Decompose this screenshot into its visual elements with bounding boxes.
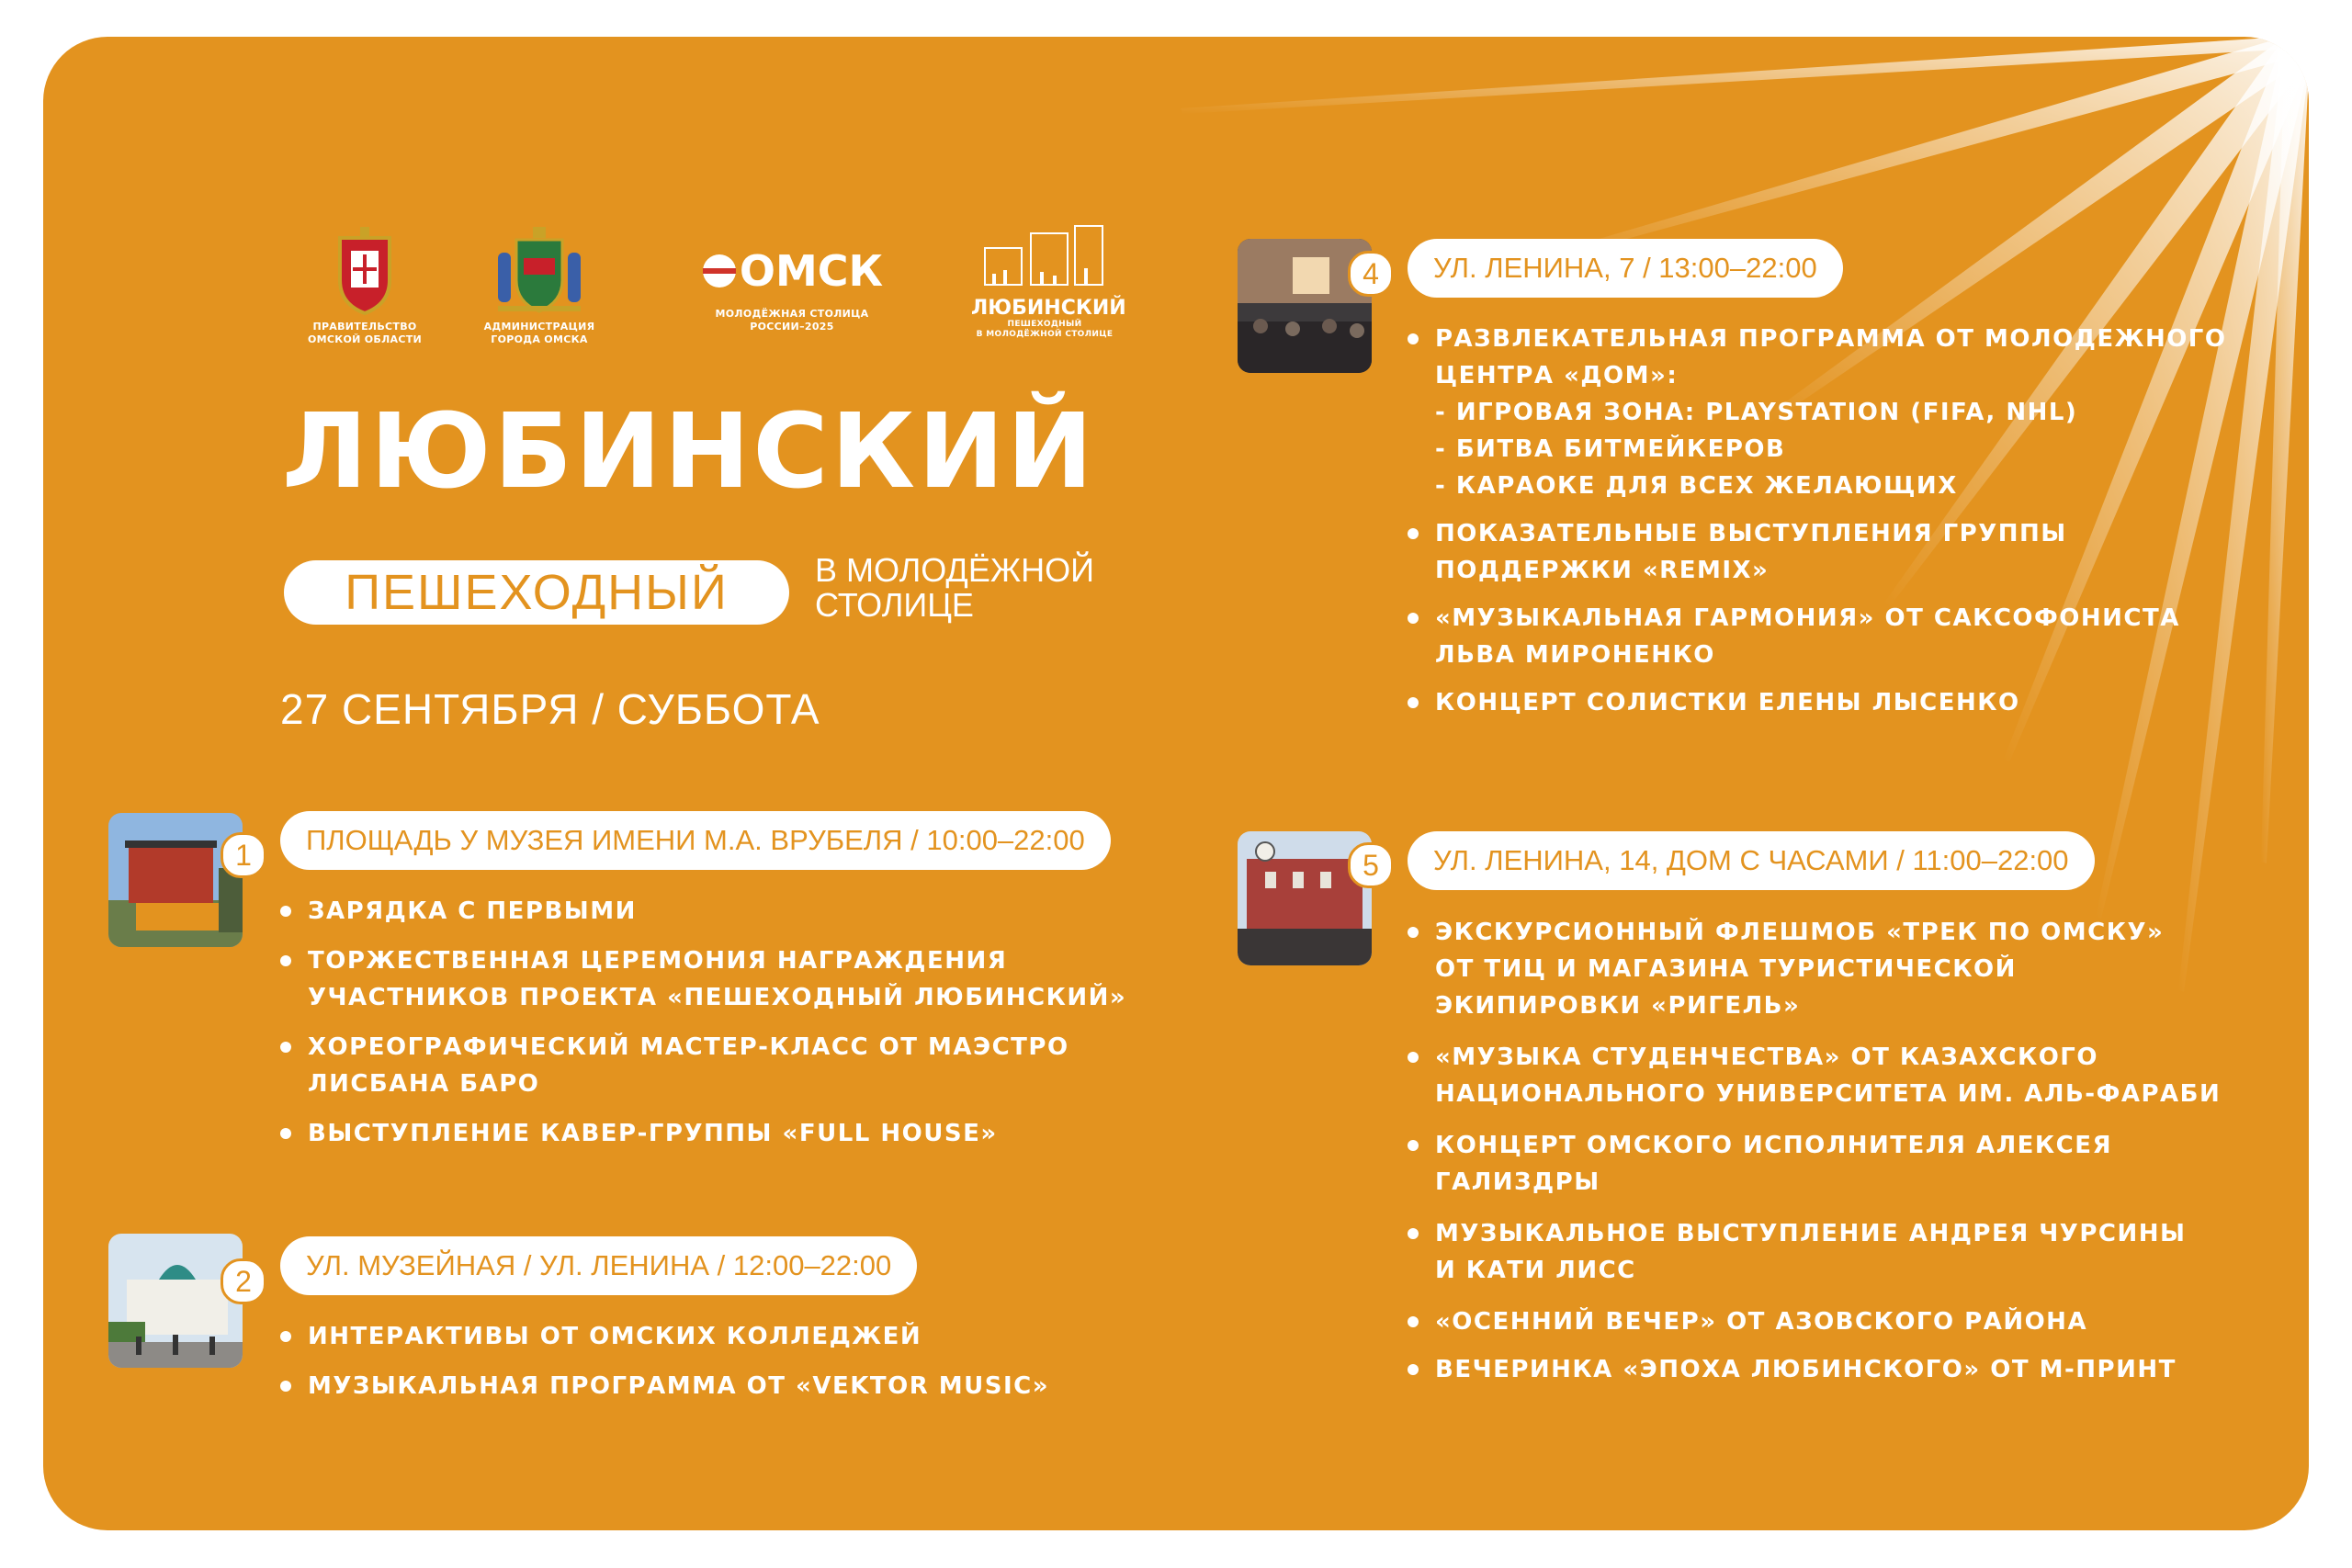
bullet-icon [280,906,291,917]
item-line: ПОКАЗАТЕЛЬНЫЕ ВЫСТУПЛЕНИЯ ГРУППЫ [1435,520,2067,547]
list-item [280,942,1153,1016]
location-1-title: ПЛОЩАДЬ У МУЗЕЯ ИМЕНИ М.А. ВРУБЕЛЯ / 10:00–22:00 [280,811,1111,870]
list-item [1408,600,2290,673]
bullet-icon [1408,1316,1419,1327]
page-title: ЛЮБИНСКИЙ [282,392,1096,512]
location-2-number: 2 [220,1258,266,1304]
bullet-icon [1408,528,1419,539]
item-line: ВЫСТУПЛЕНИЕ КАВЕР-ГРУППЫ «FULL HOUSE» [308,1120,998,1147]
item-line: РАЗВЛЕКАТЕЛЬНАЯ ПРОГРАММА ОТ МОЛОДЕЖНОГО [1435,325,2227,353]
list-item [280,1029,1153,1102]
logo-caption-line: АДМИНИСТРАЦИЯ [483,321,595,333]
location-2-list [280,1318,1153,1417]
logo-wordmark: ЛЮБИНСКИЙ [971,297,1126,320]
list-item [280,1368,1153,1404]
omsk-youth-capital-logo [701,253,738,289]
logo-caption-line: ГОРОДА ОМСКА [491,333,588,345]
list-item [1408,321,2290,504]
location-5-list [1408,914,2290,1401]
bullet-icon [1408,333,1419,344]
list-item [1408,1215,2290,1289]
stage-photo [108,813,243,947]
item-line: ГАЛИЗДРЫ [1435,1168,1600,1196]
location-1-number: 1 [220,832,266,878]
omsk-wordmark: ОМСК [739,246,884,296]
location-5-title: УЛ. ЛЕНИНА, 14, ДОМ С ЧАСАМИ / 11:00–22:00 [1408,831,2095,890]
location-1-photo [108,813,243,947]
museum-building-photo [108,1234,243,1368]
logo-caption-line: ПРАВИТЕЛЬСТВО [312,321,417,333]
omsk-region-coat-of-arms-icon [333,225,397,317]
bullet-icon [280,955,291,966]
list-item [1408,1303,2290,1340]
list-item [1408,1039,2290,1112]
location-2-title: УЛ. МУЗЕЙНАЯ / УЛ. ЛЕНИНА / 12:00–22:00 [280,1236,917,1295]
location-1-list [280,893,1153,1165]
logo-pedestrian-lyubinsky [971,220,1126,340]
item-line: ЗАРЯДКА С ПЕРВЫМИ [308,897,637,925]
item-line: - КАРАОКЕ ДЛЯ ВСЕХ ЖЕЛАЮЩИХ [1435,472,1958,500]
bullet-icon [280,1128,291,1139]
item-line: ВЕЧЕРИНКА «ЭПОХА ЛЮБИНСКОГО» ОТ М-ПРИНТ [1435,1356,2177,1383]
list-item [280,1115,1153,1152]
omsk-city-coat-of-arms-icon [489,225,590,317]
item-line: ХОРЕОГРАФИЧЕСКИЙ МАСТЕР-КЛАСС ОТ МАЭСТРО [308,1033,1069,1061]
item-line: «МУЗЫКАЛЬНАЯ ГАРМОНИЯ» ОТ САКСОФОНИСТА [1435,604,2180,632]
location-4-number: 4 [1348,251,1394,297]
logo-omsk-youth-capital [700,243,884,333]
logo-omsk-region [291,225,438,346]
bullet-icon [1408,1140,1419,1151]
list-item [280,1318,1153,1355]
bullet-icon [280,1331,291,1342]
list-item [1408,1127,2290,1201]
item-line: ЦЕНТРА «ДОМ»: [1435,362,1679,389]
subtitle-line: В МОЛОДЁЖНОЙ [815,551,1094,589]
item-line: МУЗЫКАЛЬНОЕ ВЫСТУПЛЕНИЕ АНДРЕЯ ЧУРСИНЫ [1435,1220,2187,1247]
event-poster [43,37,2309,1530]
item-line: - БИТВА БИТМЕЙКЕРОВ [1435,435,1786,463]
item-line: ТОРЖЕСТВЕННАЯ ЦЕРЕМОНИЯ НАГРАЖДЕНИЯ [308,947,1008,975]
subtitle [815,553,1094,623]
item-line: ПОДДЕРЖКИ «REMIX» [1435,557,1770,584]
title-pill: ПЕШЕХОДНЫЙ [284,560,789,625]
item-line: КОНЦЕРТ СОЛИСТКИ ЕЛЕНЫ ЛЫСЕНКО [1435,689,2020,716]
logo-caption-line: РОССИИ–2025 [750,321,834,333]
logo-caption-line: ОМСКОЙ ОБЛАСТИ [307,333,423,345]
location-2-photo [108,1234,243,1368]
item-line: МУЗЫКАЛЬНАЯ ПРОГРАММА ОТ «VEKTOR MUSIC» [308,1372,1050,1400]
bullet-icon [1408,1228,1419,1239]
subtitle-line: СТОЛИЦЕ [815,586,974,624]
location-5-number: 5 [1348,842,1394,888]
list-item [1408,515,2290,589]
item-line: «ОСЕННИЙ ВЕЧЕР» ОТ АЗОВСКОГО РАЙОНА [1435,1308,2088,1336]
logo-caption-line: В МОЛОДЁЖНОЙ СТОЛИЦЕ [976,330,1114,339]
event-date: 27 СЕНТЯБРЯ / СУББОТА [280,685,820,733]
bullet-icon [280,1381,291,1392]
bullet-icon [280,1042,291,1053]
location-4-title: УЛ. ЛЕНИНА, 7 / 13:00–22:00 [1408,239,1843,298]
bullet-icon [1408,697,1419,708]
list-item [1408,1351,2290,1388]
logo-caption-line: МОЛОДЁЖНАЯ СТОЛИЦА [715,308,869,320]
item-line: ЛИСБАНА БАРО [308,1070,540,1098]
logo-caption-line: ПЕШЕХОДНЫЙ [1007,320,1082,329]
item-line: ЛЬВА МИРОНЕНКО [1435,641,1715,669]
item-line: ЭКИПИРОВКИ «РИГЕЛЬ» [1435,992,1801,1020]
item-line: ИНТЕРАКТИВЫ ОТ ОМСКИХ КОЛЛЕДЖЕЙ [308,1323,922,1350]
pedestrian-lyubinsky-logo [976,220,1114,294]
bullet-icon [1408,927,1419,938]
item-line: УЧАСТНИКОВ ПРОЕКТА «ПЕШЕХОДНЫЙ ЛЮБИНСКИЙ» [308,984,1127,1011]
list-item [1408,684,2290,721]
item-line: КОНЦЕРТ ОМСКОГО ИСПОЛНИТЕЛЯ АЛЕКСЕЯ [1435,1132,2113,1159]
logo-omsk-city [461,225,617,346]
list-item [280,893,1153,930]
item-line: ЭКСКУРСИОННЫЙ ФЛЕШМОБ «ТРЕК ПО ОМСКУ» [1435,919,2165,946]
bullet-icon [1408,1364,1419,1375]
item-line: И КАТИ ЛИСС [1435,1257,1636,1284]
item-line: НАЦИОНАЛЬНОГО УНИВЕРСИТЕТА ИМ. АЛЬ-ФАРАБИ [1435,1080,2222,1108]
bullet-icon [1408,1052,1419,1063]
item-line: «МУЗЫКА СТУДЕНЧЕСТВА» ОТ КАЗАХСКОГО [1435,1043,2098,1071]
bullet-icon [1408,613,1419,624]
list-item [1408,914,2290,1024]
item-line: ОТ ТИЦ И МАГАЗИНА ТУРИСТИЧЕСКОЙ [1435,955,2017,983]
location-4-list [1408,321,2290,734]
item-line: - ИГРОВАЯ ЗОНА: PLAYSTATION (FIFA, NHL) [1435,399,2078,426]
